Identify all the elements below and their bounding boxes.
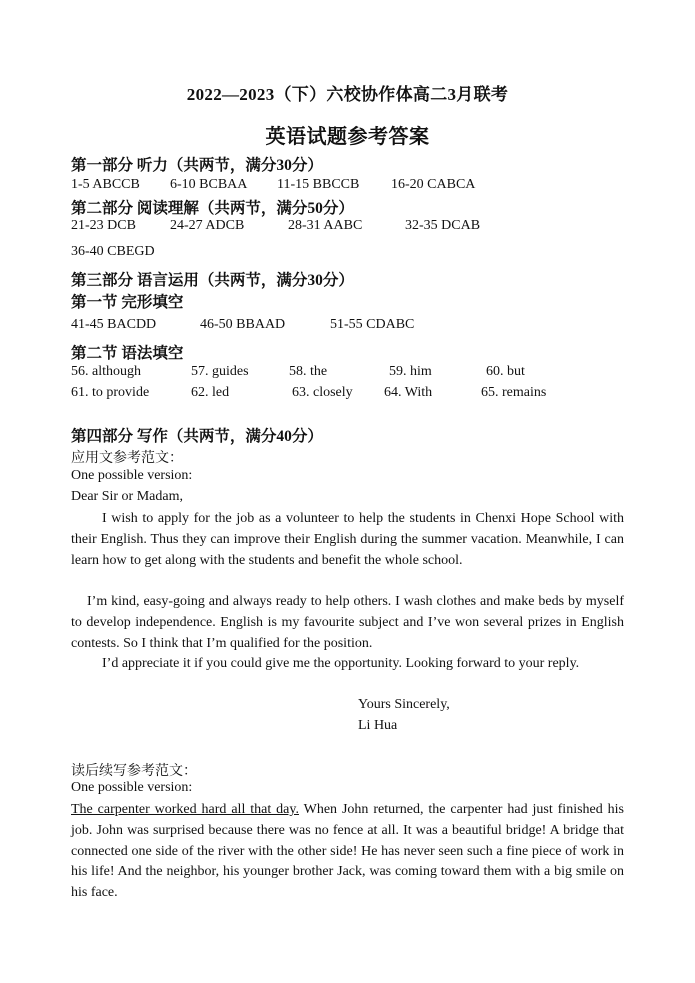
part2-answer: 24-27 ADCB	[170, 218, 245, 233]
essay1-label: 应用文参考范文：	[71, 451, 183, 466]
part1-heading: 第一部分 听力（共两节，满分30分）	[71, 157, 323, 174]
part2-heading: 第二部分 阅读理解（共两节，满分50分）	[71, 200, 354, 217]
grammar-answer: 60. but	[486, 364, 525, 379]
grammar-answer: 64. With	[384, 385, 433, 400]
essay1-closing: Yours Sincerely,	[358, 697, 450, 712]
exam-title: 2022—2023（下）六校协作体高二3月联考	[186, 85, 509, 104]
essay2-version: One possible version:	[71, 780, 193, 795]
essay2-continuation: When John returned, the carpenter had just finished his job. John was surprised because there was no fence at all. It was a beautiful bridge! A bridge that connected one side of the river with the other side! He has never seen such a fine piece of work in his life! And the neighbor, his younger brother Jack, was coming toward them with a big smile on his face.	[71, 802, 624, 901]
part3-section1-heading: 第一节 完形填空	[71, 294, 184, 311]
essay1-greeting: Dear Sir or Madam,	[71, 489, 183, 504]
part3-section1-answer: 51-55 CDABC	[330, 317, 415, 332]
grammar-answer: 61. to provide	[71, 385, 150, 400]
essay1-paragraph: I wish to apply for the job as a volunteer to help the students in Chenxi Hope School with their English. Thus they can improve their English during the summer vacation. Meanwhile, I can learn how to get along with the students and benefit the whole school.	[71, 511, 624, 568]
part1-answer: 11-15 BBCCB	[277, 177, 360, 192]
part2-answer: 36-40 CBEGD	[71, 244, 155, 259]
exam-subtitle: 英语试题参考答案	[265, 126, 430, 148]
part2-answer: 21-23 DCB	[71, 218, 136, 233]
grammar-answer: 58. the	[289, 364, 328, 379]
essay2-paragraph	[71, 800, 624, 904]
grammar-answer: 56. although	[71, 364, 141, 379]
part1-answer: 1-5 ABCCB	[71, 177, 140, 192]
essay1-paragraph: I’m kind, easy-going and always ready to help others. I wash clothes and make beds by myself to develop independence. English is my favourite subject and I’ve won several prizes in English contests. So I think that I’m qualified for the position.	[71, 594, 624, 651]
grammar-answer: 65. remains	[481, 385, 547, 400]
part3-heading: 第三部分 语言运用（共两节，满分30分）	[71, 272, 354, 289]
part2-answer: 32-35 DCAB	[405, 218, 481, 233]
grammar-answer: 63. closely	[292, 385, 353, 400]
grammar-answer: 57. guides	[191, 364, 249, 379]
part3-section1-answer: 46-50 BBAAD	[200, 317, 286, 332]
part1-answer: 6-10 BCBAA	[170, 177, 248, 192]
part4-heading: 第四部分 写作（共两节，满分40分）	[71, 428, 323, 445]
part2-answer: 28-31 AABC	[288, 218, 363, 233]
essay1-signature: Li Hua	[358, 718, 398, 733]
essay1-paragraph: I’d appreciate it if you could give me the opportunity. Looking forward to your reply.	[102, 656, 580, 671]
part3-section1-answer: 41-45 BACDD	[71, 317, 157, 332]
essay1-version: One possible version:	[71, 468, 193, 483]
essay2-label: 读后续写参考范文：	[71, 764, 197, 779]
grammar-answer: 62. led	[191, 385, 230, 400]
essay2-given-first-sentence: The carpenter worked hard all that day.	[71, 802, 299, 817]
part3-section2-heading: 第二节 语法填空	[71, 345, 184, 362]
grammar-answer: 59. him	[389, 364, 432, 379]
part1-answer: 16-20 CABCA	[391, 177, 476, 192]
